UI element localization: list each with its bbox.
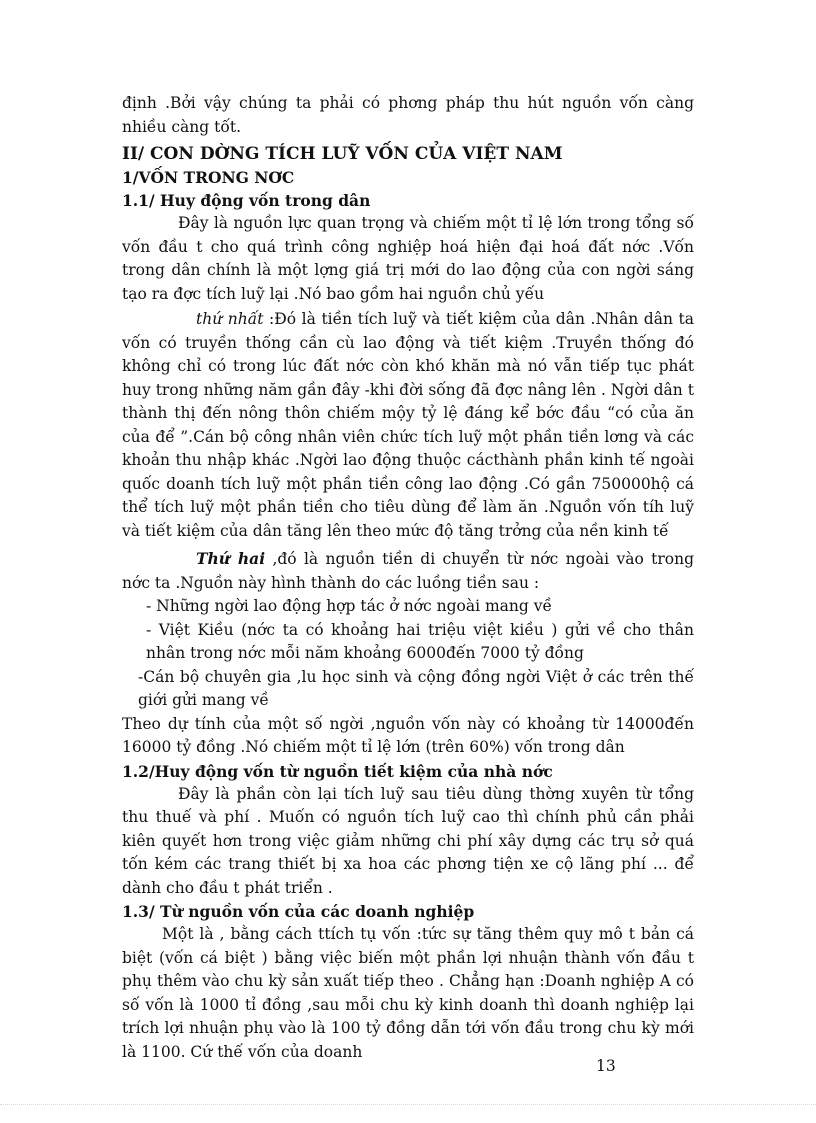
- page-number: 13: [596, 1057, 616, 1075]
- list-item-workers-abroad: - Những ngời lao động hợp tác ở nớc ngoài mang về: [146, 597, 553, 615]
- second-source-lead: Thứ hai: [196, 549, 266, 568]
- paragraph-estimate: Theo dự tính của một số ngời ,nguồn vốn này có khoảng từ 14000đến 16000 tỷ đồng .Nó chiếm một tỉ lệ lớn (trên 60%) vốn trong dân: [122, 714, 694, 756]
- list-item-experts-students: -Cán bộ chuyên gia ,lu học sinh và cộng đồng ngời Việt ở các trên thế giới gửi mang về: [138, 667, 694, 709]
- heading-1-1: 1.1/ Huy động vốn trong dân: [122, 191, 371, 210]
- page-bottom-divider: [0, 1104, 816, 1105]
- heading-1: 1/VỐN TRONG NƠC: [122, 168, 295, 187]
- paragraph-intro-end: định .Bởi vậy chúng ta phải có phơng pháp thu hút nguồn vốn càng nhiều càng tốt.: [122, 94, 694, 136]
- section-heading-ii: II/ CON DỜNG TÍCH LUỸ VỐN CỦA VIỆT NAM: [122, 144, 563, 164]
- paragraph-domestic-capital: Đây là nguồn lực quan trọng và chiếm một tỉ lệ lớn trong tổng số vốn đầu t cho quá trình công nghiệp hoá hiện đại hoá đất nớc .Vốn trong dân chính là một lợng giá trị mới do lao động của con ngời sáng tạo ra đợc tích luỹ lại .Nó bao gồm hai nguồn chủ yếu: [122, 214, 694, 303]
- list-item-overseas-vietnamese: - Việt Kiều (nớc ta có khoảng hai triệu việt kiều ) gửi về cho thân nhân trong nớc mỗi năm khoảng 6000đến 7000 tỷ đồng: [146, 620, 694, 662]
- body-text: [122, 92, 694, 1064]
- first-source-text: :Đó là tiền tích luỹ và tiết kiệm của dân .Nhân dân ta vốn có truyền thống cần cù lao động và tiết kiệm .Truyền thống đó không chỉ có trong lúc đất nớc còn khó khăn mà nó vẫn tiếp tục phát huy trong những năm gần đây -khi đời sống đã đợc nâng lên . Ngời dân t thành thị đến nông thôn chiếm mộy tỷ lệ đáng kể bớc đầu “có của ăn của để ”.Cán bộ công nhân viên chức tích luỹ một phần tiền lơng và các khoản thu nhập khác .Ngời lao động thuộc cácthành phần kinh tế ngoài quốc doanh tích luỹ một phần tiền công lao động .Có gần 750000hộ cá thể tích luỹ một phần tiền cho tiêu dùng để làm ăn .Nguồn vốn tíh luỹ và tiết kiệm của dân tăng lên theo mức độ tăng trởng của nền kinh tế: [122, 310, 694, 540]
- paragraph-second-source: [122, 547, 694, 595]
- heading-1-2: 1.2/Huy động vốn từ nguồn tiết kiệm của nhà nớc: [122, 761, 553, 781]
- second-source-text: ,đó là nguồn tiền di chuyển từ nớc ngoài vào trong nớc ta .Nguồn này hình thành do các luồng tiền sau :: [122, 550, 695, 592]
- paragraph-enterprise-capital: Một là , bằng cách ttích tụ vốn :tức sự tăng thêm quy mô t bản cá biệt (vốn cá biệt ) bằng việc biến một phần lợi nhuận thành vốn đầu t phụ thêm vào chu kỳ sản xuất tiếp theo . Chẳng hạn :Doanh nghiệp A có số vốn là 1000 tỉ đồng ,sau mỗi chu kỳ kinh doanh thì doanh nghiệp lại trích lợi nhuận phụ vào là 100 tỷ đồng dẫn tới vốn đầu trong chu kỳ mới là 1100. Cứ thế vốn của doanh: [122, 925, 694, 1061]
- paragraph-state-savings: Đây là phần còn lại tích luỹ sau tiêu dùng thờng xuyên từ tổng thu thuế và phí . Muốn có nguồn tích luỹ cao thì chính phủ cần phải kiên quyết hơn trong việc giảm những chi phí xây dựng các trụ sở quá tốn kém các trang thiết bị xa hoa các phơng tiện xe cộ lãng phí ... để dành cho đầu t phát triển .: [122, 784, 694, 897]
- heading-1-3: 1.3/ Từ nguồn vốn của các doanh nghiệp: [122, 902, 475, 921]
- paragraph-first-source: [122, 308, 694, 543]
- first-source-lead: thứ nhất: [196, 310, 264, 328]
